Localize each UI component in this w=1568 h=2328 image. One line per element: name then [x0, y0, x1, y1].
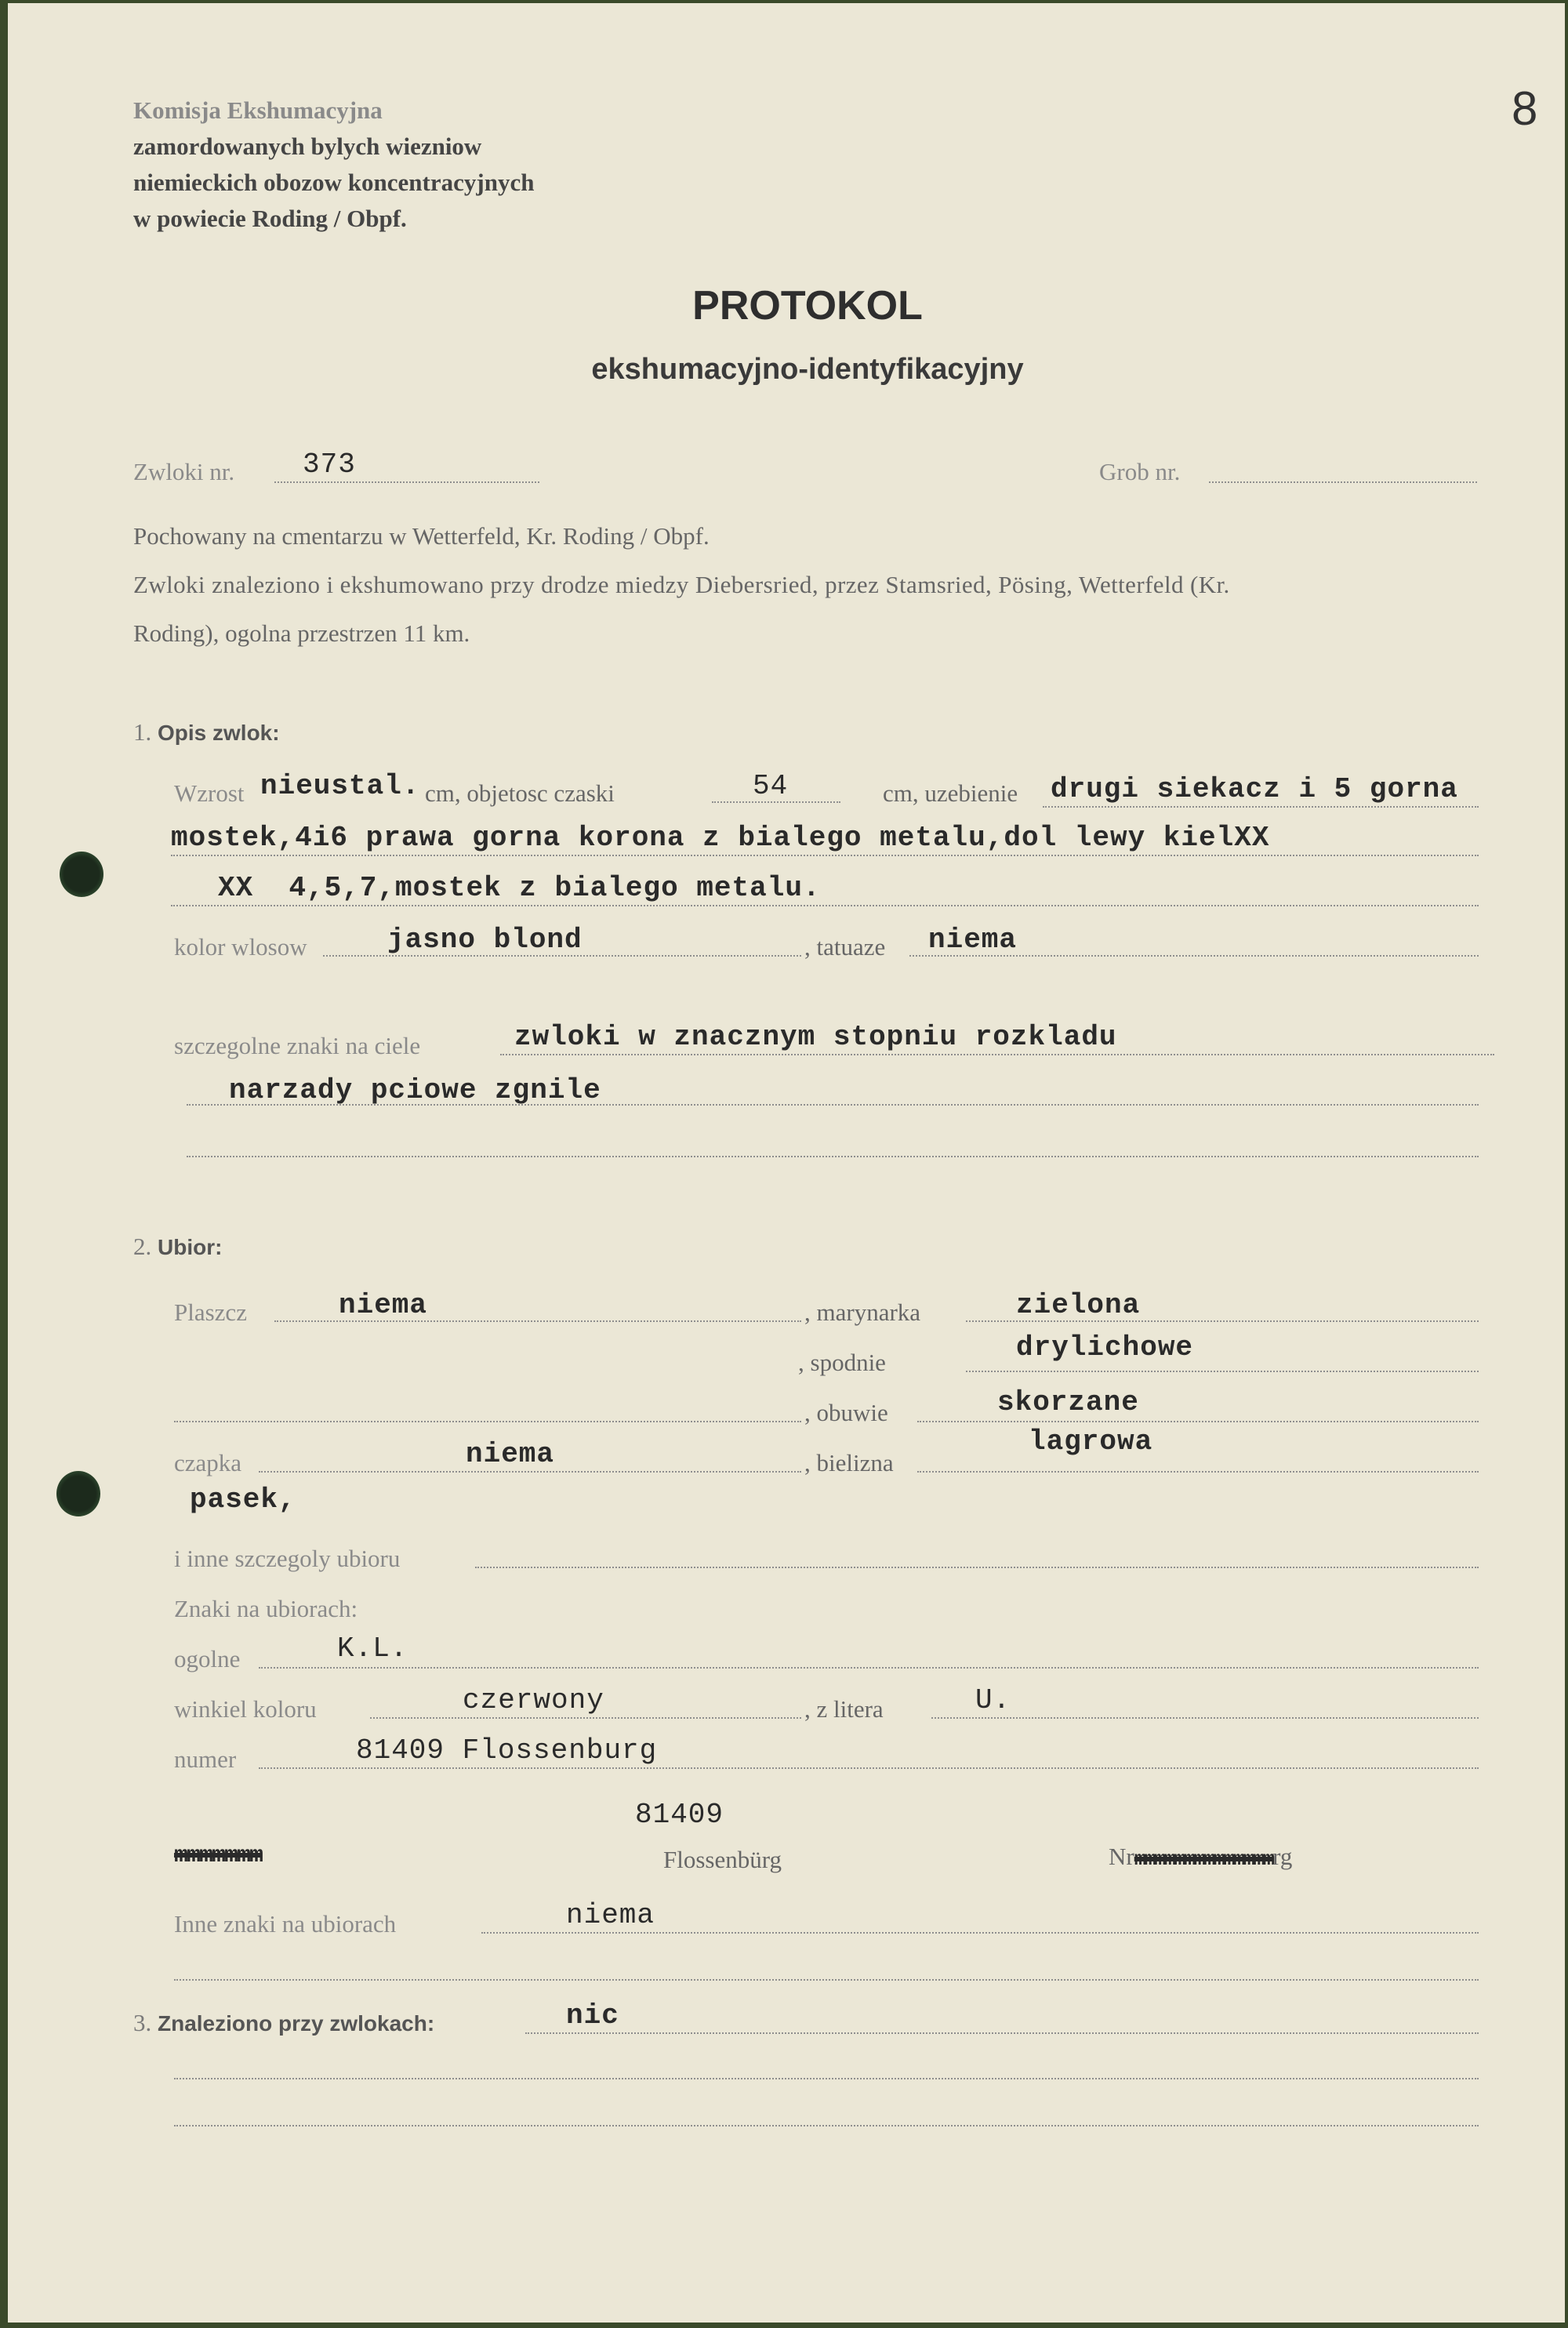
jacket-label: , marynarka [804, 1298, 921, 1326]
found-text-line-1: Zwloki znaleziono i ekshumowano przy drodze miedzy Diebersried, przez Stamsried, Pösing, Wetterfeld (Kr. [133, 571, 1230, 598]
stamp-place: Flossenbürg [663, 1846, 782, 1873]
header-line-3: niemieckich obozow koncentracyjnych [133, 169, 535, 196]
coat-value: niema [339, 1289, 428, 1321]
stamp-number: 81409 [635, 1799, 724, 1831]
burial-text: Pochowany na cmentarzu w Wetterfeld, Kr. Roding / Obpf. [133, 522, 710, 550]
section-2-title: Ubior: [158, 1235, 223, 1259]
document-title: PROTOKOL [692, 283, 923, 329]
trousers-label: , spodnie [798, 1349, 886, 1376]
height-value: nieustal. [260, 770, 420, 802]
coat-label: Plaszcz [174, 1298, 247, 1326]
general-marks-value: K.L. [337, 1633, 408, 1665]
general-marks-label: ogolne [174, 1645, 241, 1672]
stamp-right: Nrmmmmmmmmmmmmmmrg [1109, 1843, 1293, 1871]
teeth-line-2: mostek,4i6 prawa gorna korona z bialego metalu,dol lewy kielXX [171, 822, 1270, 854]
shoes-value: skorzane [997, 1386, 1139, 1418]
header-line-4: w powiecie Roding / Obpf. [133, 205, 407, 232]
clothing-marks-label: Znaki na ubiorach: [174, 1595, 358, 1622]
letter-label: , z litera [804, 1695, 884, 1723]
underwear-label: , bielizna [804, 1449, 894, 1476]
teeth-line-3: XX 4,5,7,mostek z bialego metalu. [218, 872, 821, 904]
hair-color-value: jasno blond [387, 924, 583, 956]
teeth-line-3-strikeout: XX [218, 872, 254, 904]
other-clothing-marks-value: niema [566, 1899, 655, 1931]
section-1-number: 1. [133, 718, 152, 746]
skull-label: cm, objetosc czaski [425, 779, 615, 807]
corpse-number-label: Zwloki nr. [133, 458, 235, 485]
section-3-title: Znaleziono przy zwlokach: [158, 2011, 435, 2036]
triangle-color-label: winkiel koloru [174, 1695, 317, 1723]
section-1-heading [133, 718, 280, 746]
teeth-value: drugi siekacz i 5 gorna [1051, 773, 1458, 805]
teeth-label: cm, uzebienie [883, 779, 1018, 807]
trousers-value: drylichowe [1016, 1331, 1194, 1364]
number-value: 81409 Flossenburg [356, 1734, 658, 1767]
special-marks-value: zwloki w znacznym stopniu rozkladu [514, 1021, 1117, 1053]
other-details-label: i inne szczegoly ubioru [174, 1545, 401, 1572]
page-number: 8 [1512, 82, 1538, 135]
protocol-page [8, 3, 1565, 2323]
shoes-label: , obuwie [804, 1399, 888, 1426]
section-3-value: nic [566, 1999, 619, 2032]
corpse-number-value: 373 [303, 449, 356, 481]
tattoo-label: , tatuaze [804, 933, 886, 961]
special-marks-line-2: narzady pciowe zgnile [229, 1074, 601, 1106]
other-clothing-marks-label: Inne znaki na ubiorach [174, 1910, 397, 1938]
section-3-number: 3. [133, 2009, 152, 2036]
tattoo-value: niema [928, 924, 1018, 956]
teeth-line-2-strikeout: XX [1234, 822, 1270, 854]
found-text-line-2: Roding), ogolna przestrzen 11 km. [133, 619, 470, 647]
punch-hole-bottom [56, 1471, 100, 1516]
height-label: Wzrost [174, 779, 245, 807]
cap-value: niema [466, 1438, 555, 1470]
triangle-color-value: czerwony [463, 1684, 604, 1716]
jacket-value: zielona [1016, 1289, 1141, 1321]
section-1-title: Opis zwlok: [158, 721, 280, 745]
underwear-value: lagrowa [1029, 1425, 1153, 1458]
special-marks-label: szczegolne znaki na ciele [174, 1032, 421, 1059]
grave-number-label: Grob nr. [1099, 458, 1181, 485]
section-3-heading [133, 2009, 434, 2037]
header-line-1: Komisja Ekshumacyjna [133, 96, 383, 124]
belt-value: pasek, [190, 1484, 296, 1516]
header-line-2: zamordowanych bylych wiezniow [133, 133, 482, 160]
punch-hole-top [60, 852, 103, 897]
hair-color-label: kolor wlosow [174, 933, 307, 961]
section-2-heading [133, 1233, 222, 1261]
stamp-left-struck: mmmmmmm [174, 1843, 263, 1869]
section-2-number: 2. [133, 1233, 152, 1260]
cap-label: czapka [174, 1449, 242, 1476]
number-label: numer [174, 1745, 237, 1773]
letter-value: U. [975, 1684, 1011, 1716]
skull-value: 54 [753, 770, 789, 802]
document-subtitle: ekshumacyjno-identyfikacyjny [591, 353, 1024, 386]
